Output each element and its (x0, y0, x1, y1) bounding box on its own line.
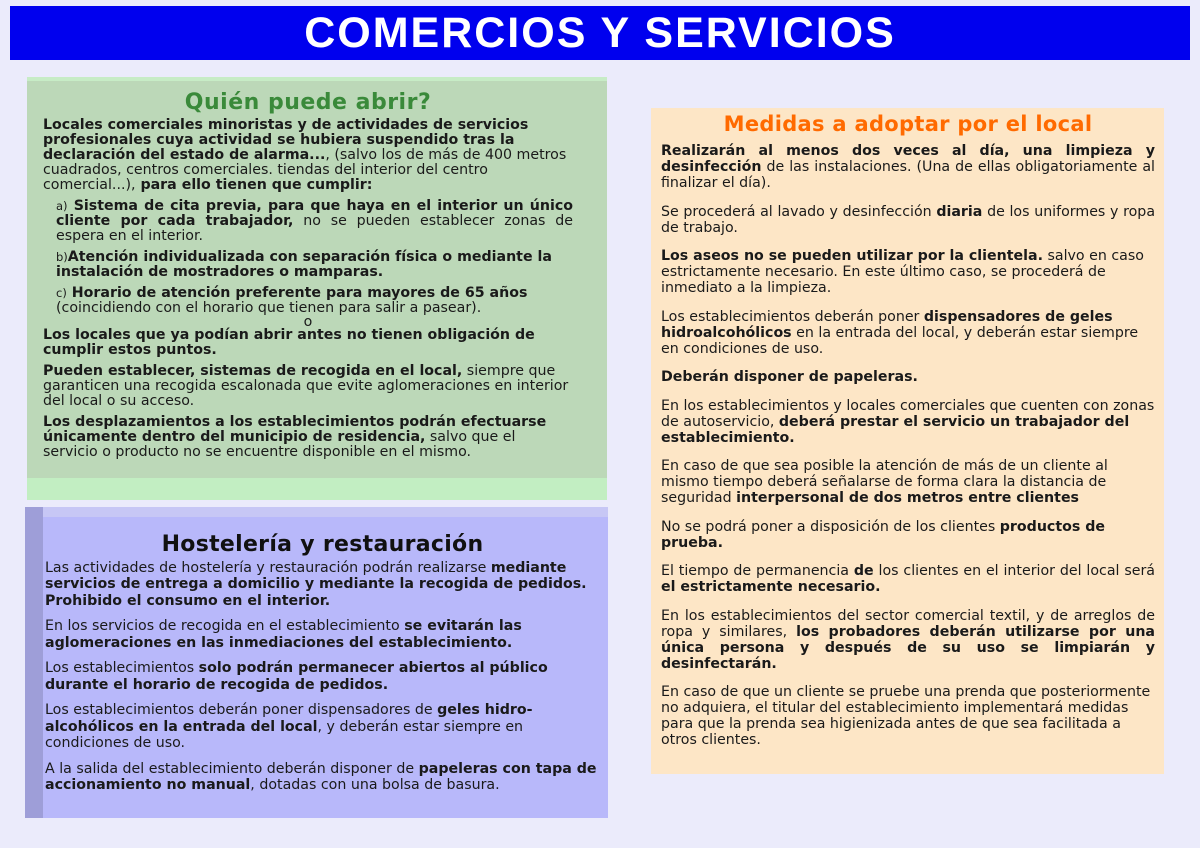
text-bold: diaria (936, 203, 983, 220)
text-bold: geles hidro-alcohólicos en la entrada del local (45, 702, 533, 735)
hospitality-paragraph (45, 618, 600, 651)
text-normal: A la salida del establecimiento deberán disponer de (45, 760, 419, 777)
blue-top-strip (43, 507, 608, 517)
measure-paragraph (661, 204, 1155, 236)
measure-paragraph (661, 143, 1155, 191)
hospitality-paragraph (45, 761, 600, 794)
text-bold: solo podrán permanecer abiertos al público durante el horario de recogida de pedidos. (45, 660, 548, 693)
hospitality-paragraph (45, 560, 600, 610)
text-bold: Los aseos no se pueden utilizar por la clientela. (661, 248, 1043, 264)
measure-paragraph (661, 458, 1155, 506)
hospitality-panel (25, 507, 608, 818)
text-normal: , y deberán estar siempre en condiciones de uso. (45, 718, 524, 751)
text-bold: deberá prestar el servicio un trabajador del establecimiento. (661, 413, 1130, 446)
text-normal: los clientes en el interior del local será (873, 563, 1156, 579)
measure-paragraph (661, 684, 1155, 748)
who-can-open-title: Quién puede abrir? (184, 90, 432, 115)
text-bold: de (853, 563, 874, 579)
item-label: b) (56, 250, 68, 264)
text-normal: Se procederá al lavado y desinfección (661, 203, 937, 220)
item-label: a) (56, 199, 68, 213)
text-normal: El tiempo de permanencia (661, 563, 854, 579)
text-bold: Deberán disponer de papeleras. (661, 369, 918, 385)
measure-paragraph (661, 369, 1155, 385)
text-normal: En caso de que sea posible la atención de más de un cliente al mismo tiempo deberá señalarse de forma clara la distancia de seguridad (661, 458, 1108, 506)
text-normal: Las actividades de hostelería y restauración podrán realizarse (45, 559, 491, 576)
text-bold: productos de prueba. (661, 518, 1106, 551)
text-normal: No se podrá poner a disposición de los clientes (661, 518, 1000, 535)
text-normal: Los establecimientos (45, 660, 199, 676)
requirement-item (56, 199, 573, 244)
pickup-normal: siempre que garanticen una recogida escalonada que evite aglomeraciones en interior del local o su acceso. (43, 363, 569, 409)
travel-paragraph (43, 415, 573, 460)
requirement-item (56, 250, 573, 280)
item-bold: Horario de atención preferente para mayores de 65 años (66, 285, 528, 301)
text-normal: En los establecimientos y locales comerciales que cuenten con zonas de autoservicio, (661, 397, 1155, 430)
requirement-item (56, 286, 573, 316)
measure-paragraph (661, 563, 1155, 595)
green-bottom-strip (27, 478, 607, 500)
pickup-paragraph (43, 364, 573, 409)
travel-normal: salvo que el servicio o producto no se encuentre disponible en el mismo. (43, 429, 516, 460)
page-title: COMERCIOS Y SERVICIOS (10, 6, 1190, 60)
already-open-paragraph (43, 328, 573, 358)
hospitality-title: Hostelería y restauración (161, 532, 484, 557)
text-bold: los probadores deberán utilizarse por una única persona y después de su uso se limpiarán y desinfectarán. (661, 623, 1155, 672)
measure-paragraph (661, 398, 1155, 446)
item-bold: Atención individualizada con separación física o mediante la instalación de mostradores o mamparas. (56, 249, 552, 280)
intro-normal: , (salvo los de más de 400 metros cuadrados, centros comerciales. tiendas del interior del centro comercial...), (43, 147, 567, 193)
item-bold: Sistema de cita previa, para que haya en el interior un único cliente por cada trabajador, (56, 198, 573, 229)
or-separator: o (303, 314, 313, 330)
who-can-open-panel (27, 77, 607, 500)
intro-bold: Locales comerciales minoristas y de actividades de servicios profesionales cuya actividad se hubiera suspendido tras la declaración del estado de alarma... (43, 117, 529, 163)
travel-bold: Los desplazamientos a los establecimientos podrán efectuarse únicamente dentro del municipio de residencia, (43, 414, 547, 445)
text-normal: , dotadas con una bolsa de basura. (250, 777, 500, 793)
pickup-bold: Pueden establecer, sistemas de recogida en el local, (43, 363, 463, 379)
text-bold: papeleras con tapa de accionamiento no manual (45, 760, 597, 793)
text-normal: en la entrada del local, y deberán estar siempre en condiciones de uso. (661, 324, 1139, 357)
measures-title: Medidas a adoptar por el local (723, 112, 1093, 136)
already-open-bold: Los locales que ya podían abrir antes no tienen obligación de cumplir estos puntos. (43, 327, 535, 358)
item-normal: no se pueden establecer zonas de espera en el interior. (56, 213, 573, 244)
hospitality-paragraph (45, 702, 600, 752)
hospitality-paragraph (45, 660, 600, 693)
intro-paragraph (43, 118, 573, 193)
text-normal: En los establecimientos del sector comercial textil, y de arreglos de ropa y similares, (661, 607, 1155, 640)
item-normal: (coincidiendo con el horario que tienen para salir a pasear). (56, 300, 482, 316)
text-normal: salvo en caso estrictamente necesario. En este último caso, se procederá de inmediato a la limpieza. (661, 248, 1144, 296)
text-normal: Los establecimientos deberán poner (661, 308, 924, 325)
measure-paragraph (661, 309, 1155, 357)
text-bold: el estrictamente necesario. (661, 579, 881, 595)
measure-paragraph (661, 519, 1155, 551)
text-normal: Los establecimientos deberán poner dispensadores de (45, 702, 438, 718)
text-bold: mediante servicios de entrega a domicilio y mediante la recogida de pedidos. Prohibido el consumo en el interior. (45, 559, 587, 609)
measure-paragraph (661, 248, 1155, 296)
text-normal: En los servicios de recogida en el establecimiento (45, 618, 405, 634)
text-normal: de los uniformes y ropa de trabajo. (661, 203, 1156, 236)
text-bold: dispensadores de geles hidroalcohólicos (661, 308, 1113, 341)
text-normal: En caso de que un cliente se pruebe una prenda que posteriormente no adquiera, el titular del establecimiento implementará medidas para que la prenda sea higienizada antes de que sea facilitada a otros clientes. (661, 684, 1151, 748)
intro-bold-2: para ello tienen que cumplir: (135, 177, 373, 193)
text-bold: se evitarán las aglomeraciones en las inmediaciones del establecimiento. (45, 618, 522, 651)
text-bold: Realizarán al menos dos veces al día, una limpieza y desinfección (661, 143, 1155, 175)
item-label: c) (56, 286, 67, 300)
blue-side-stripe (25, 507, 43, 818)
text-bold: interpersonal de dos metros entre clientes (736, 490, 1080, 506)
measure-paragraph (661, 608, 1155, 672)
measures-panel (651, 108, 1164, 774)
text-normal: de las instalaciones. (Una de ellas obligatoriamente al finalizar el día). (661, 159, 1155, 191)
